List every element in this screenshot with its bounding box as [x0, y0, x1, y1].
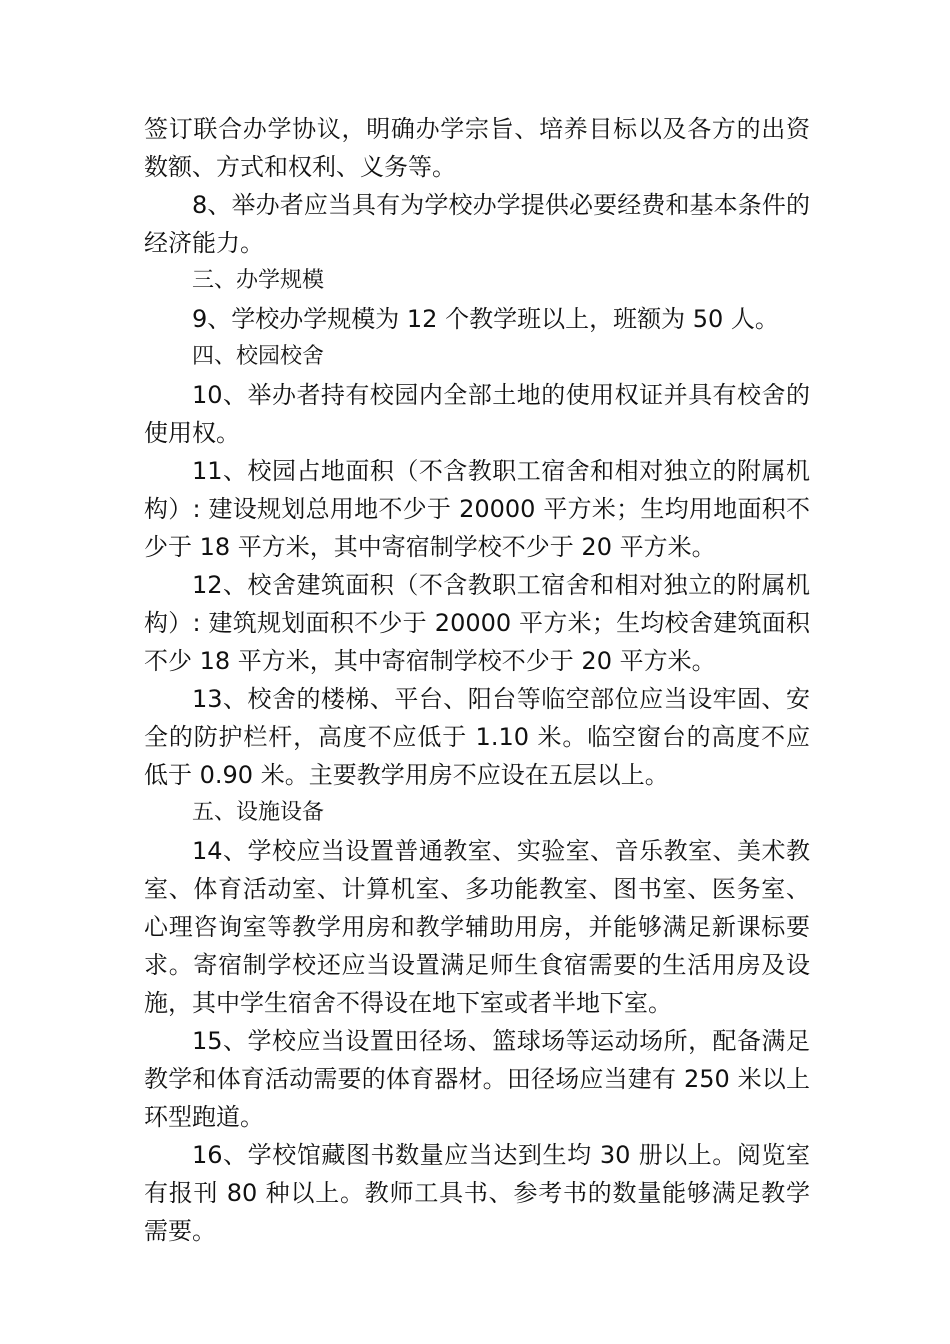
paragraph-item-16: 16、学校馆藏图书数量应当达到生均 30 册以上。阅览室有报刊 80 种以上。教师工具书、参考书的数量能够满足教学需要。: [144, 1141, 810, 1245]
paragraph-item-8: 8、举办者应当具有为学校办学提供必要经费和基本条件的经济能力。: [144, 191, 810, 257]
paragraph-item-13: 13、校舍的楼梯、平台、阳台等临空部位应当设牢固、安全的防护栏杆，高度不应低于 1.10 米。临空窗台的高度不应低于 0.90 米。主要教学用房不应设在五层以上。: [144, 685, 810, 789]
paragraph-item-14: 14、学校应当设置普通教室、实验室、音乐教室、美术教室、体育活动室、计算机室、多功能教室、图书室、医务室、心理咨询室等教学用房和教学辅助用房，并能够满足新课标要求。寄宿制学校还应当设置满足师生食宿需要的生活用房及设施，其中学生宿舍不得设在地下室或者半地下室。: [144, 837, 810, 1017]
document-body: [144, 110, 810, 1250]
paragraph-item-11: 11、校园占地面积（不含教职工宿舍和相对独立的附属机构）: 建设规划总用地不少于 20000 平方米；生均用地面积不少于 18 平方米，其中寄宿制学校不少于 20 平方米。: [144, 457, 810, 561]
section-heading-scale: 三、办学规模: [192, 268, 325, 293]
paragraph-agreement: 签订联合办学协议，明确办学宗旨、培养目标以及各方的出资数额、方式和权利、义务等。: [144, 115, 810, 181]
paragraph-item-15: 15、学校应当设置田径场、篮球场等运动场所，配备满足教学和体育活动需要的体育器材。田径场应当建有 250 米以上环型跑道。: [144, 1027, 810, 1131]
section-heading-facilities: 五、设施设备: [192, 800, 325, 825]
paragraph-item-12: 12、校舍建筑面积（不含教职工宿舍和相对独立的附属机构）: 建筑规划面积不少于 20000 平方米；生均校舍建筑面积不少 18 平方米，其中寄宿制学校不少于 20 平方米。: [144, 571, 810, 675]
paragraph-item-9: 9、学校办学规模为 12 个教学班以上，班额为 50 人。: [192, 305, 779, 333]
section-heading-campus: 四、校园校舍: [192, 344, 325, 369]
paragraph-item-10: 10、举办者持有校园内全部土地的使用权证并具有校舍的使用权。: [144, 381, 810, 447]
